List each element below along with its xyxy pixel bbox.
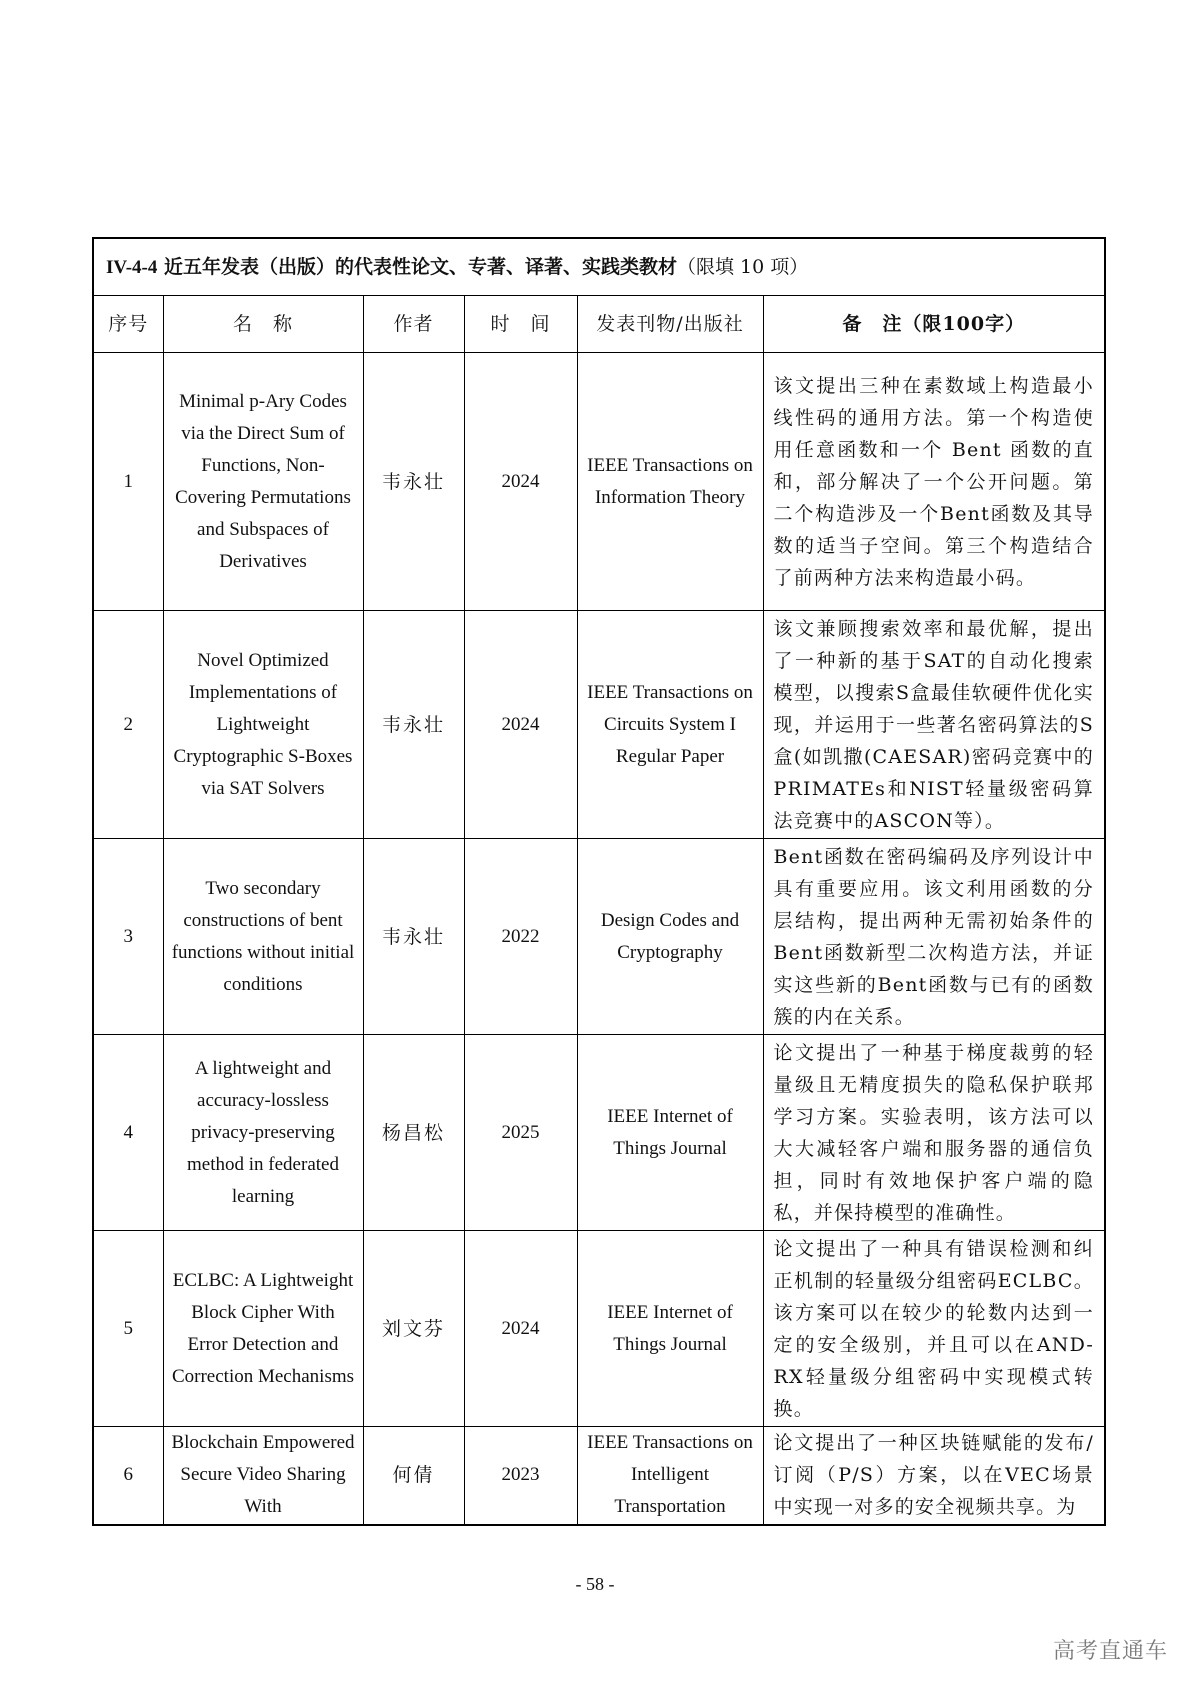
row-year: 2024: [464, 353, 577, 611]
row-year: 2025: [464, 1035, 577, 1231]
row-year: 2022: [464, 839, 577, 1035]
row-year: 2024: [464, 611, 577, 839]
row-publisher: IEEE Internet of Things Journal: [577, 1231, 763, 1427]
header-seq: 序号: [93, 296, 163, 353]
row-seq: 6: [93, 1427, 163, 1525]
row-seq: 5: [93, 1231, 163, 1427]
row-remark: 该文提出三种在素数域上构造最小线性码的通用方法。第一个构造使用任意函数和一个 Bent 函数的直和，部分解决了一个公开问题。第二个构造涉及一个Bent函数及其导数的适当子空间。第三个构造结合了前两种方法来构造最小码。: [763, 353, 1105, 611]
row-remark: 论文提出了一种区块链赋能的发布/订阅（P/S）方案，以在VEC场景中实现一对多的安全视频共享。为: [763, 1427, 1105, 1525]
table-row: [93, 1427, 1105, 1525]
table-title-limit: （限填 10 项）: [676, 255, 809, 278]
row-seq: 3: [93, 839, 163, 1035]
table-row: [93, 611, 1105, 839]
table-row: [93, 353, 1105, 611]
row-publisher: IEEE Internet of Things Journal: [577, 1035, 763, 1231]
row-seq: 2: [93, 611, 163, 839]
header-publisher: 发表刊物/出版社: [577, 296, 763, 353]
row-name: Novel Optimized Implementations of Lightweight Cryptographic S-Boxes via SAT Solvers: [163, 611, 363, 839]
table-title-main: 近五年发表（出版）的代表性论文、专著、译著、实践类教材: [157, 255, 677, 278]
row-remark: 论文提出了一种具有错误检测和纠正机制的轻量级分组密码ECLBC。该方案可以在较少的轮数内达到一定的安全级别，并且可以在AND-RX轻量级分组密码中实现模式转换。: [763, 1231, 1105, 1427]
table-title: [93, 238, 1105, 296]
row-author: 韦永壮: [363, 611, 464, 839]
page-number: - 58 -: [575, 1574, 615, 1594]
row-name: ECLBC: A Lightweight Block Cipher With Error Detection and Correction Mechanisms: [163, 1231, 363, 1427]
table-header-row: [93, 296, 1105, 353]
representative-papers-table: [92, 237, 1106, 1526]
watermark: 高考直通车: [1052, 1639, 1168, 1664]
row-author: 杨昌松: [363, 1035, 464, 1231]
table-row: [93, 1231, 1105, 1427]
row-seq: 1: [93, 353, 163, 611]
header-author: 作者: [363, 296, 464, 353]
row-author: 韦永壮: [363, 839, 464, 1035]
table-row: [93, 1035, 1105, 1231]
row-author: 刘文芬: [363, 1231, 464, 1427]
header-name: 名 称: [163, 296, 363, 353]
row-year: 2024: [464, 1231, 577, 1427]
row-remark: 论文提出了一种基于梯度裁剪的轻量级且无精度损失的隐私保护联邦学习方案。实验表明，该方法可以大大减轻客户端和服务器的通信负担，同时有效地保护客户端的隐私，并保持模型的准确性。: [763, 1035, 1105, 1231]
row-name: Minimal p-Ary Codes via the Direct Sum of Functions, Non-Covering Permutations and Subspaces of Derivatives: [163, 353, 363, 611]
row-remark: 该文兼顾搜索效率和最优解，提出了一种新的基于SAT的自动化搜索模型，以搜索S盒最佳软硬件优化实现，并运用于一些著名密码算法的S盒(如凯撒(CAESAR)密码竞赛中的PRIMATEs和NIST轻量级密码算法竞赛中的ASCON等）。: [763, 611, 1105, 839]
row-year: 2023: [464, 1427, 577, 1525]
row-author: 何倩: [363, 1427, 464, 1525]
row-remark: Bent函数在密码编码及序列设计中具有重要应用。该文利用函数的分层结构，提出两种无需初始条件的Bent函数新型二次构造方法，并证实这些新的Bent函数与已有的函数簇的内在关系。: [763, 839, 1105, 1035]
table-row: [93, 839, 1105, 1035]
header-time: 时 间: [464, 296, 577, 353]
row-publisher: IEEE Transactions on Information Theory: [577, 353, 763, 611]
table-title-code: IV-4-4: [106, 256, 158, 278]
row-seq: 4: [93, 1035, 163, 1231]
row-name: Blockchain Empowered Secure Video Sharing With: [163, 1427, 363, 1525]
header-remark: 备 注（限100字）: [763, 296, 1105, 353]
row-publisher: IEEE Transactions on Circuits System I Regular Paper: [577, 611, 763, 839]
row-name: Two secondary constructions of bent functions without initial conditions: [163, 839, 363, 1035]
row-name: A lightweight and accuracy-lossless privacy-preserving method in federated learning: [163, 1035, 363, 1231]
row-publisher: Design Codes and Cryptography: [577, 839, 763, 1035]
row-author: 韦永壮: [363, 353, 464, 611]
row-publisher: IEEE Transactions on Intelligent Transportation: [577, 1427, 763, 1525]
